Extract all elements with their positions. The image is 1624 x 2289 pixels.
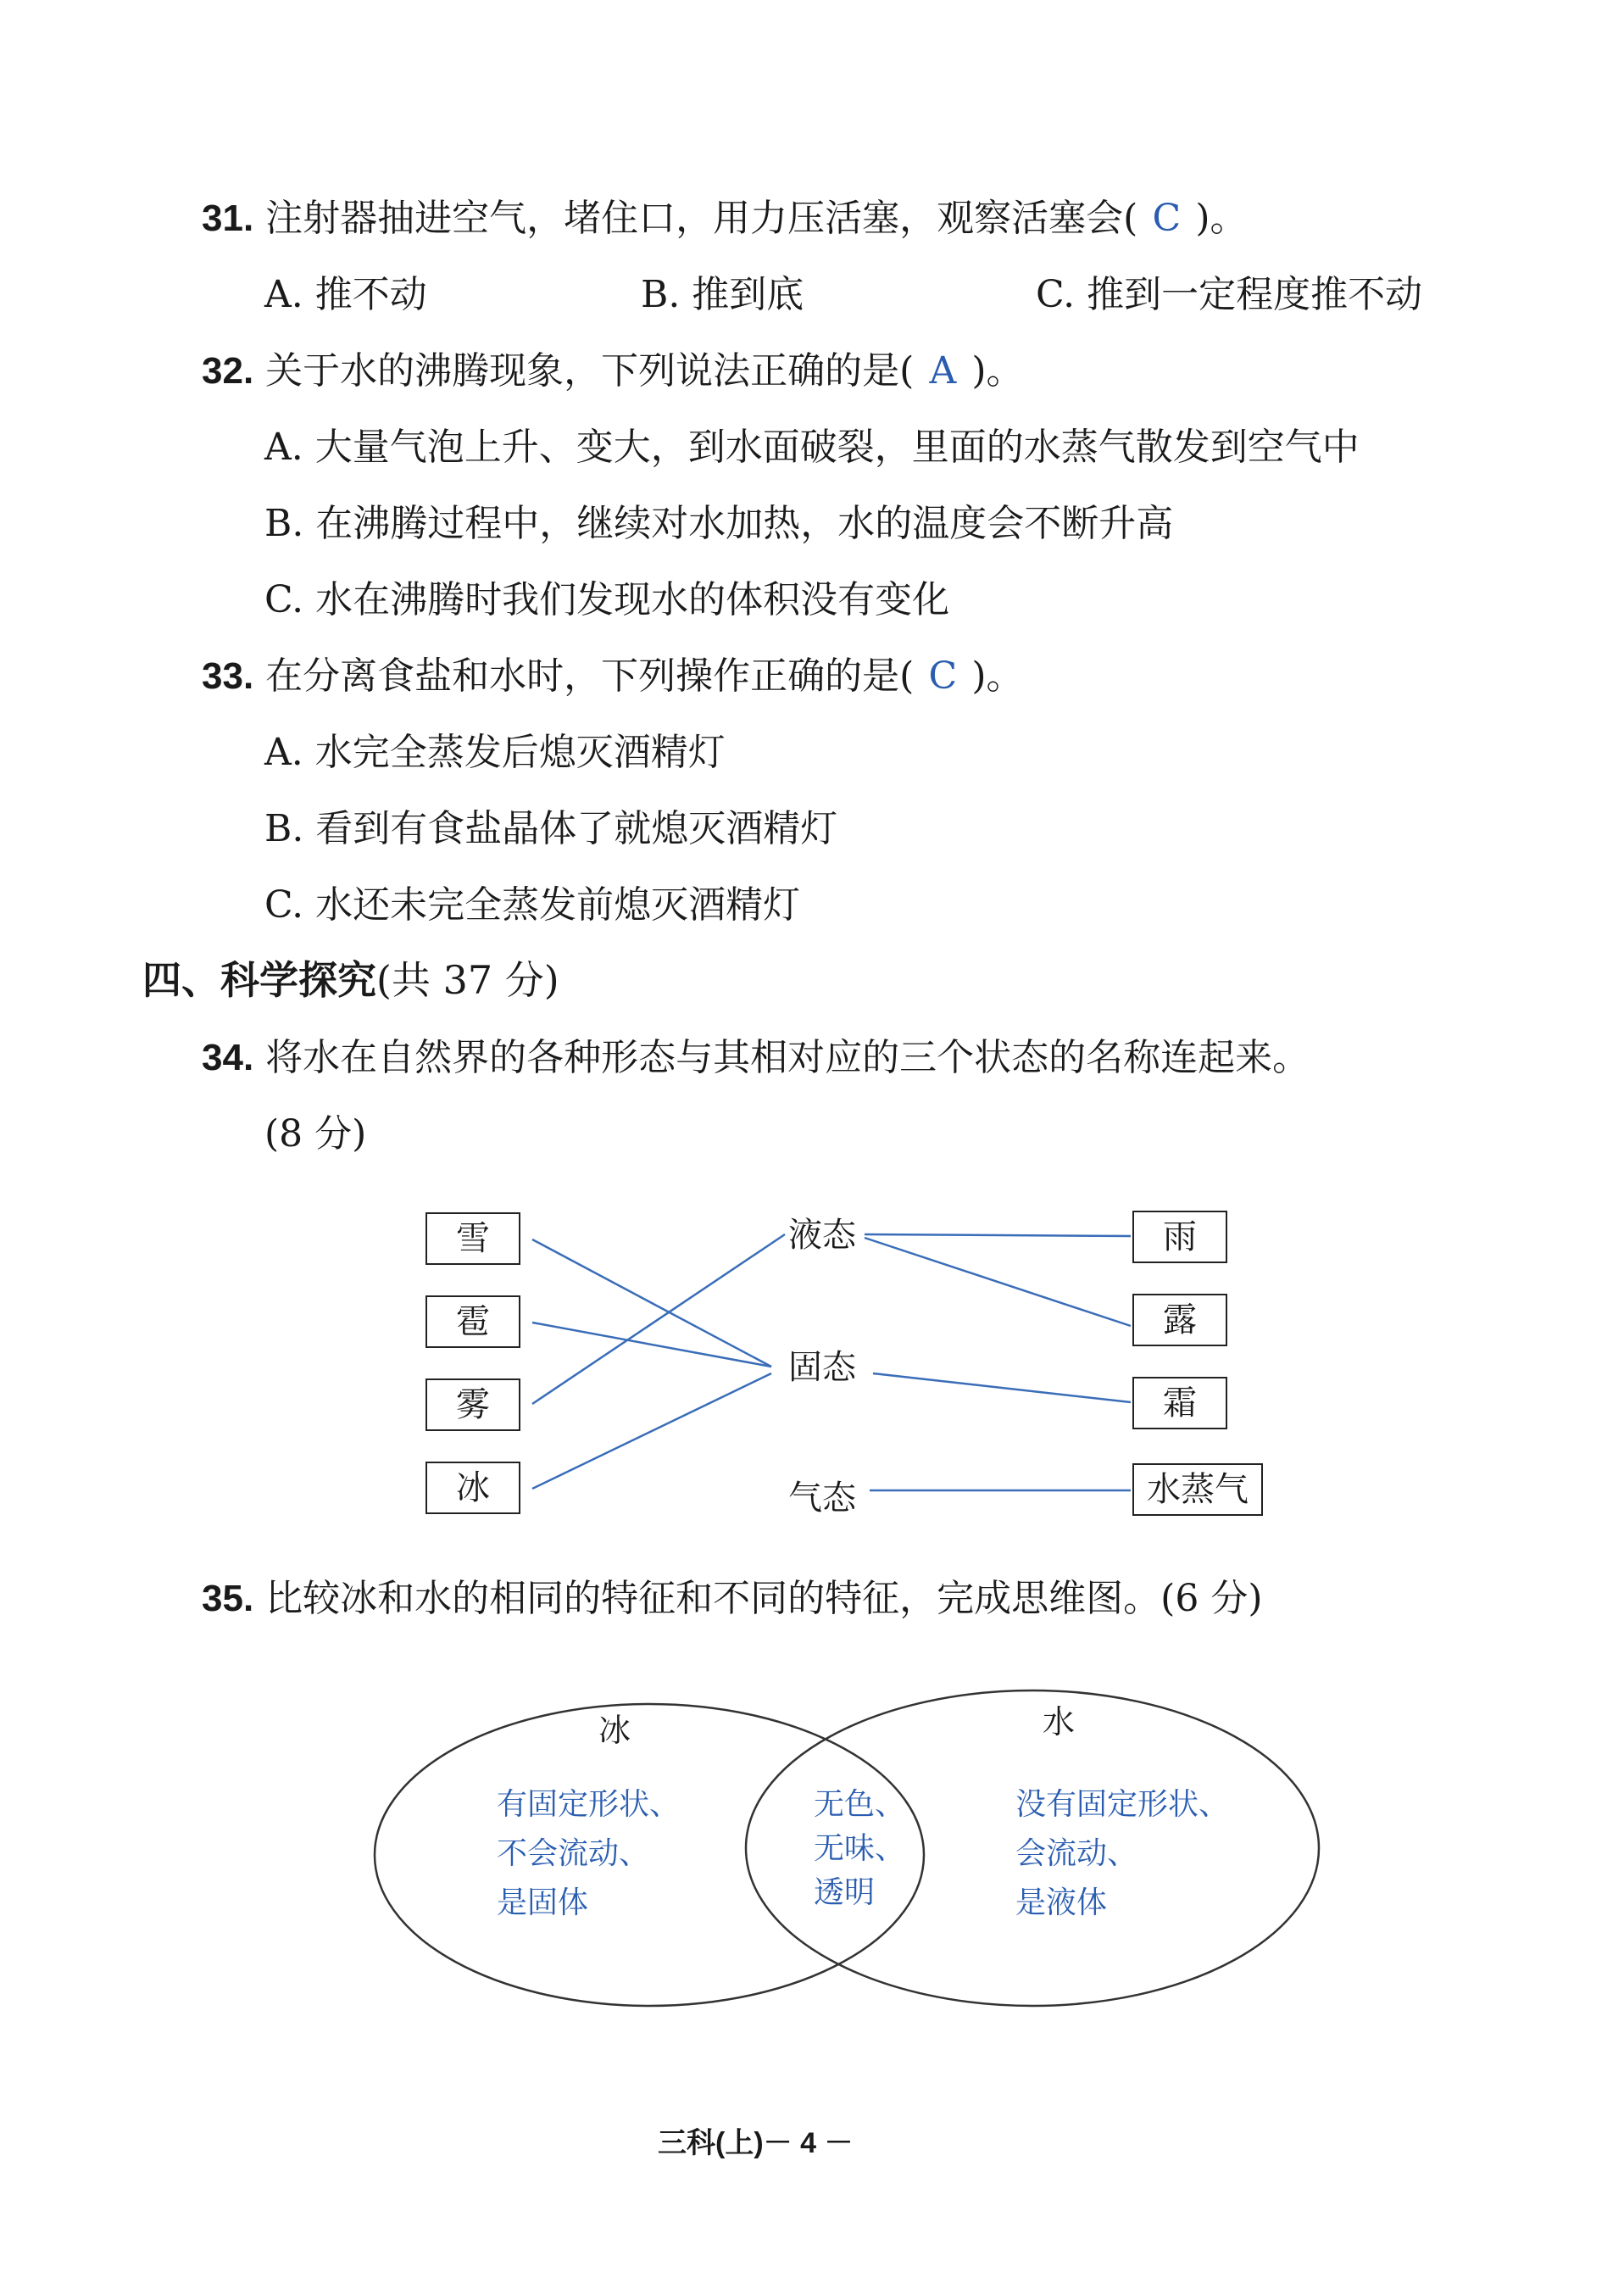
question-stem: 关于水的沸腾现象，下列说法正确的是( (265, 349, 915, 393)
question-stem: 比较冰和水的相同的特征和不同的特征，完成思维图。(6 分) (265, 1577, 1263, 1620)
question-number: 34. (202, 1037, 254, 1078)
state-liquid[interactable]: 液态 (788, 1216, 856, 1255)
match-box-dew[interactable]: 露 (1132, 1294, 1227, 1346)
venn-line: 会流动、 (1015, 1836, 1138, 1871)
venn-line: 无味、 (814, 1831, 906, 1866)
option-a: A. 大量气泡上升、变大，到水面破裂，里面的水蒸气散发到空气中 (264, 426, 1360, 469)
venn-label-water: 水 (1043, 1703, 1076, 1740)
option-c: C. 推到一定程度推不动 (1036, 273, 1423, 316)
answer-fill[interactable]: A (929, 349, 957, 393)
match-box-fog[interactable]: 雾 (425, 1378, 520, 1431)
question-number: 33. (202, 655, 254, 697)
option-a: A. 水完全蒸发后熄灭酒精灯 (264, 731, 726, 774)
question-number: 32. (202, 350, 254, 392)
venn-line: 不会流动、 (497, 1836, 650, 1871)
option-c: C. 水还未完全蒸发前熄灭酒精灯 (264, 883, 801, 927)
page-footer: 三科(上)－ 4 － (658, 2127, 854, 2159)
venn-line: 无色、 (814, 1787, 906, 1822)
question-close: )。 (971, 349, 1024, 393)
match-box-hail[interactable]: 雹 (425, 1295, 520, 1348)
match-box-rain[interactable]: 雨 (1132, 1211, 1227, 1263)
option-b: B. 看到有食盐晶体了就熄灭酒精灯 (264, 807, 838, 850)
venn-line: 没有固定形状、 (1015, 1787, 1230, 1822)
match-box-vapor[interactable]: 水蒸气 (1132, 1463, 1263, 1516)
question-stem: 注射器抽进空气，堵住口，用力压活塞，观察活塞会( (265, 197, 1138, 240)
option-b: B. 推到底 (641, 273, 804, 316)
option-b: B. 在沸腾过程中，继续对水加热，水的温度会不断升高 (264, 502, 1174, 545)
question-close: )。 (1195, 197, 1248, 240)
question-number: 35. (202, 1578, 254, 1619)
question-score: (8 分) (264, 1112, 367, 1156)
section-score: (共 37 分) (376, 957, 559, 1003)
answer-fill[interactable]: C (1152, 197, 1182, 240)
venn-line: 有固定形状、 (497, 1787, 681, 1822)
state-solid[interactable]: 固态 (788, 1348, 856, 1387)
question-number: 31. (202, 198, 254, 239)
answer-fill[interactable]: C (928, 654, 958, 698)
section-title: 四、科学探究 (142, 958, 376, 1002)
option-a: A. 推不动 (264, 273, 427, 316)
question-close: )。 (971, 654, 1024, 698)
venn-line: 透明 (814, 1875, 876, 1910)
match-box-snow[interactable]: 雪 (425, 1212, 520, 1265)
match-box-ice[interactable]: 冰 (425, 1462, 520, 1514)
option-c: C. 水在沸腾时我们发现水的体积没有变化 (264, 578, 950, 621)
question-stem: 将水在自然界的各种形态与其相对应的三个状态的名称连起来。 (265, 1036, 1310, 1079)
venn-line: 是固体 (497, 1885, 589, 1920)
venn-line: 是液体 (1015, 1885, 1108, 1920)
match-box-frost[interactable]: 霜 (1132, 1377, 1227, 1429)
state-gas[interactable]: 气态 (788, 1479, 856, 1518)
venn-label-ice: 冰 (598, 1712, 631, 1749)
question-stem: 在分离食盐和水时，下列操作正确的是( (265, 654, 915, 698)
